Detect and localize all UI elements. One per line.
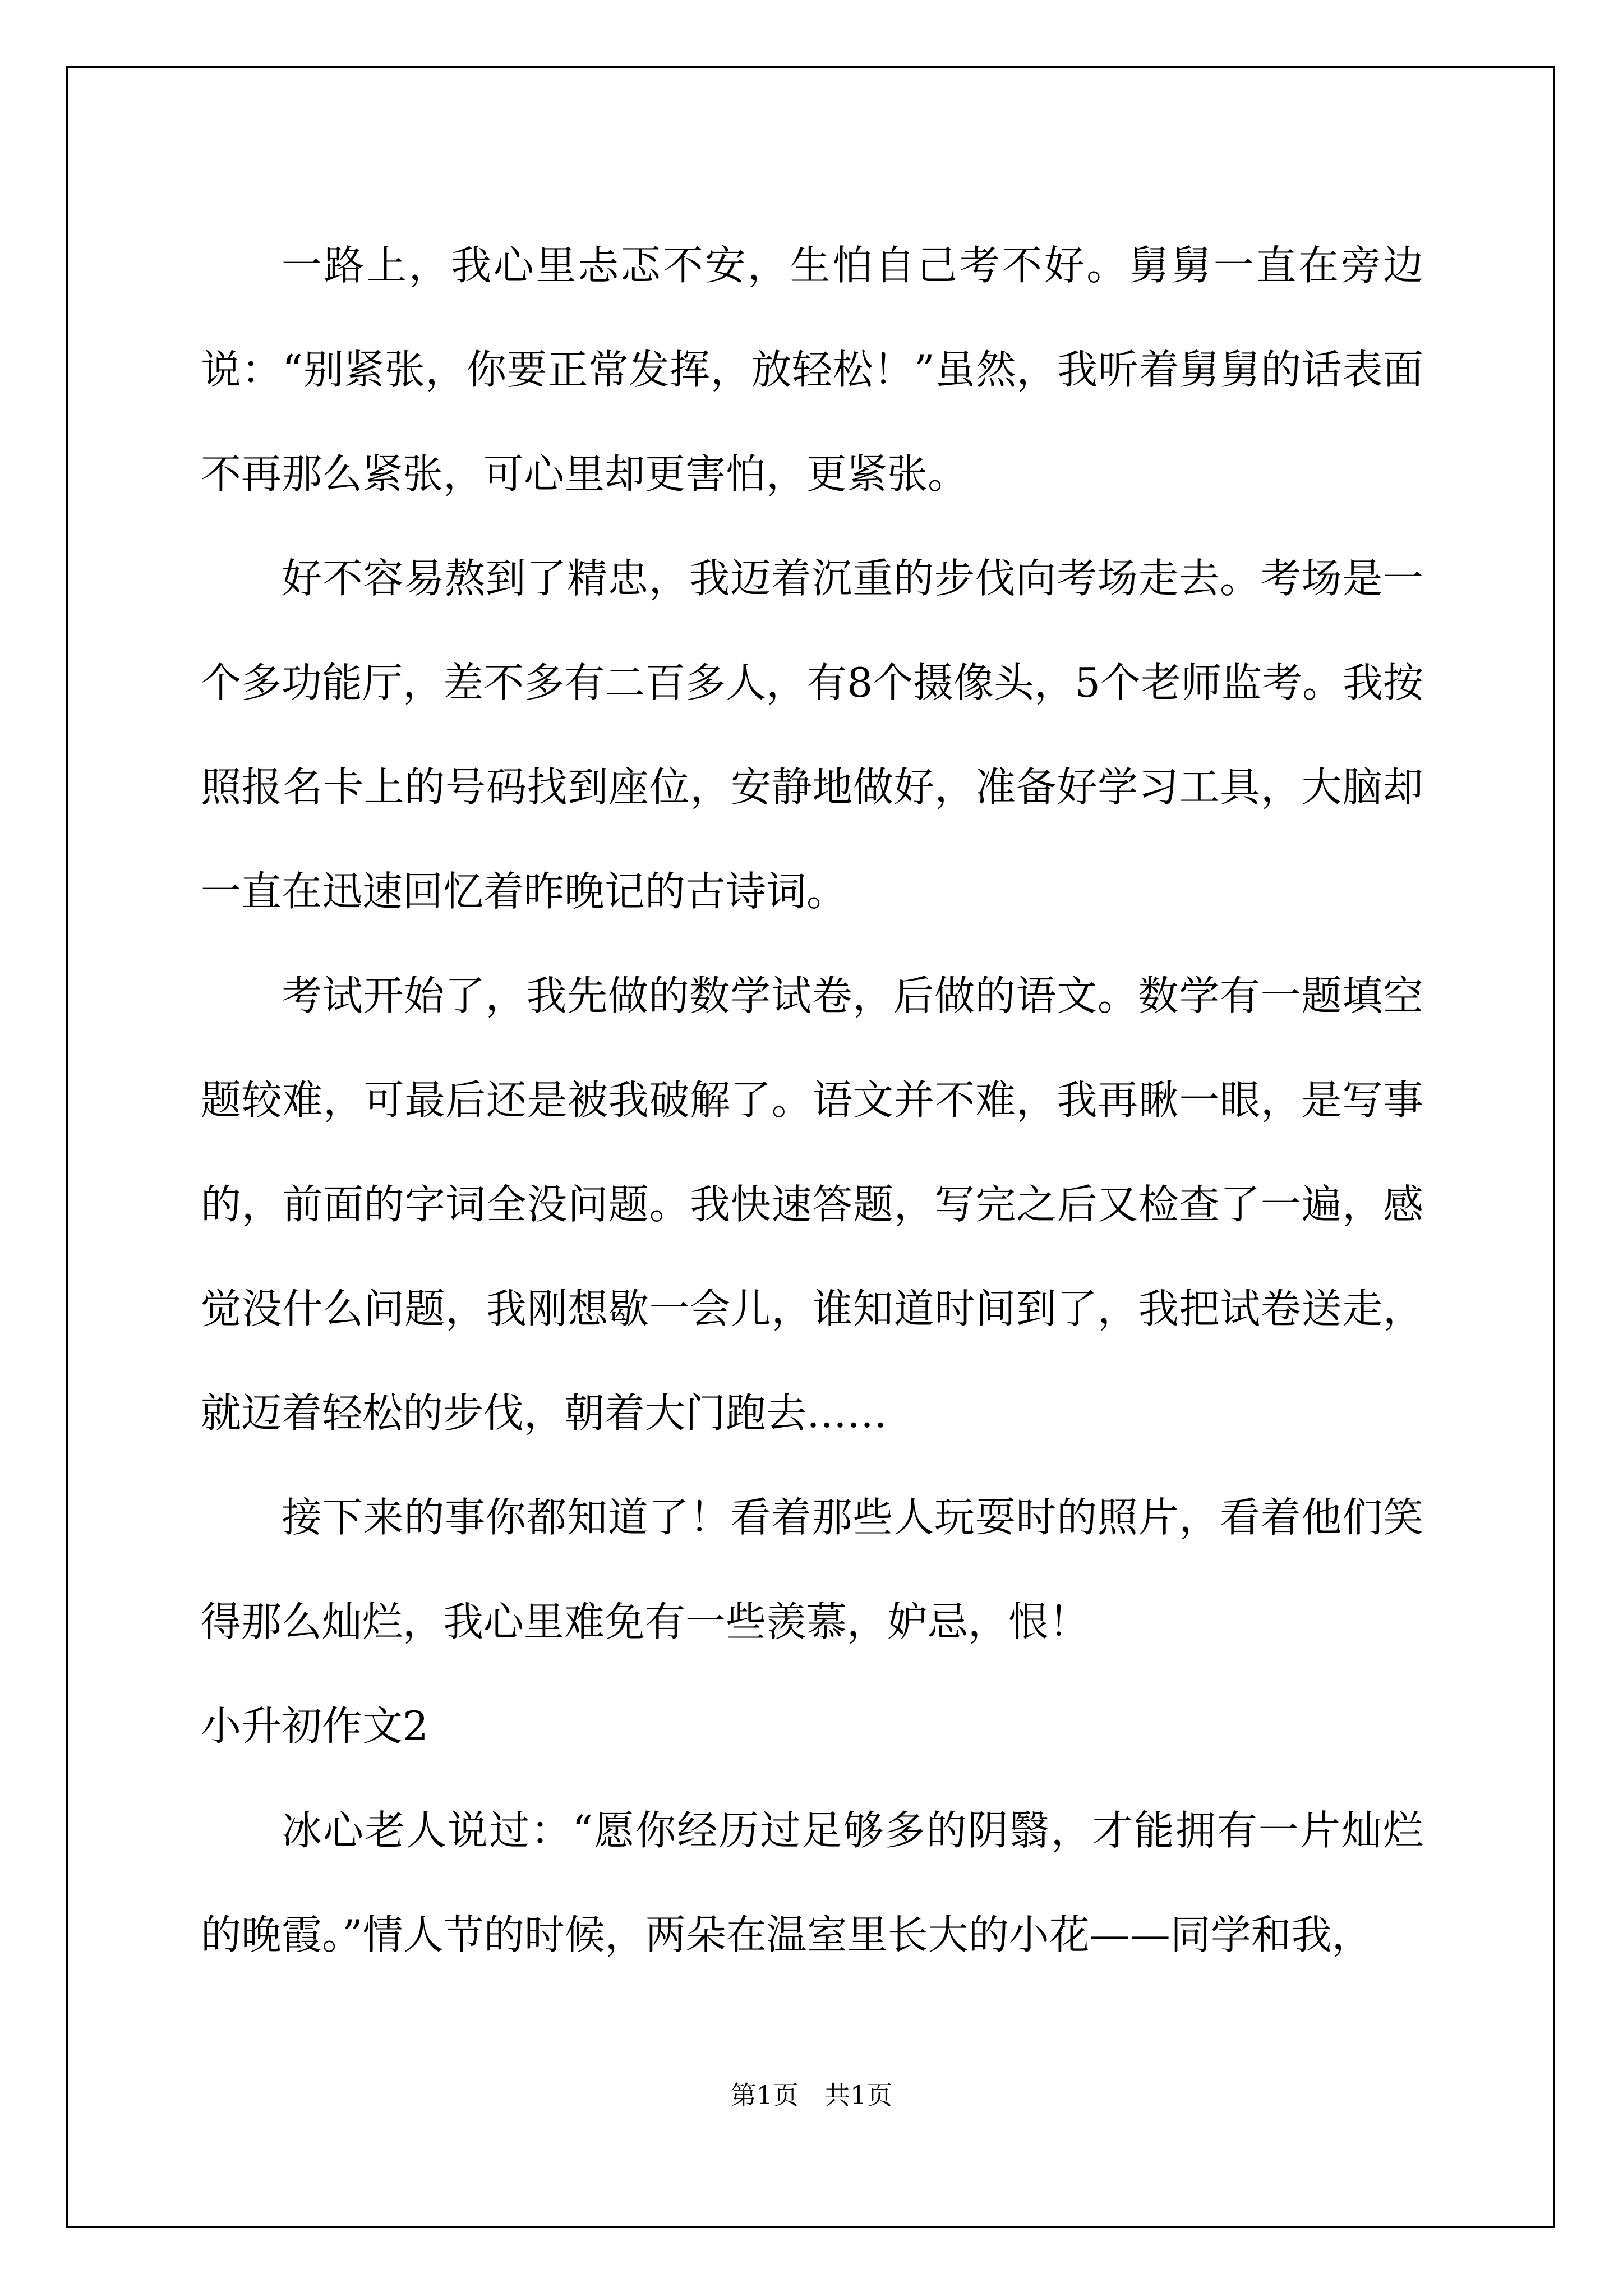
paragraph-3: 考试开始了，我先做的数学试卷，后做的语文。数学有一题填空题较难，可最后还是被我破解了。语文并不难，我再瞅一眼，是写事的，前面的字词全没问题。我快速答题，写完之后又检查了一遍，感觉没什么问题，我刚想歇一会儿，谁知道时间到了，我把试卷送走，就迈着轻松的步伐，朝着大门跑去…… [201,972,1423,1437]
paragraph-2: 好不容易熬到了精忠，我迈着沉重的步伐向考场走去。考场是一个多功能厅，差不多有二百多人，有8个摄像头，5个老师监考。我按照报名卡上的号码找到座位，安静地做好，准备好学习工具，大脑却一直在迅速回忆着昨晚记的古诗词。 [201,555,1423,915]
paragraph-1: 一路上，我心里忐忑不安，生怕自己考不好。舅舅一直在旁边说：“别紧张，你要正常发挥，放轻松！”虽然，我听着舅舅的话表面不再那么紧张，可心里却更害怕，更紧张。 [201,242,1423,498]
paragraph-4: 接下来的事你都知道了！看着那些人玩耍时的照片，看着他们笑得那么灿烂，我心里难免有一些羡慕，妒忌，恨！ [201,1494,1423,1645]
section-heading: 小升初作文2 [201,1703,428,1750]
page-footer: 第1页 共1页 [730,2080,893,2110]
document-body [201,213,1423,1987]
paragraph-5: 冰心老人说过：“愿你经历过足够多的阴翳，才能拥有一片灿烂的晚霞。”情人节的时候，两朵在温室里长大的小花——同学和我， [201,1807,1423,1958]
